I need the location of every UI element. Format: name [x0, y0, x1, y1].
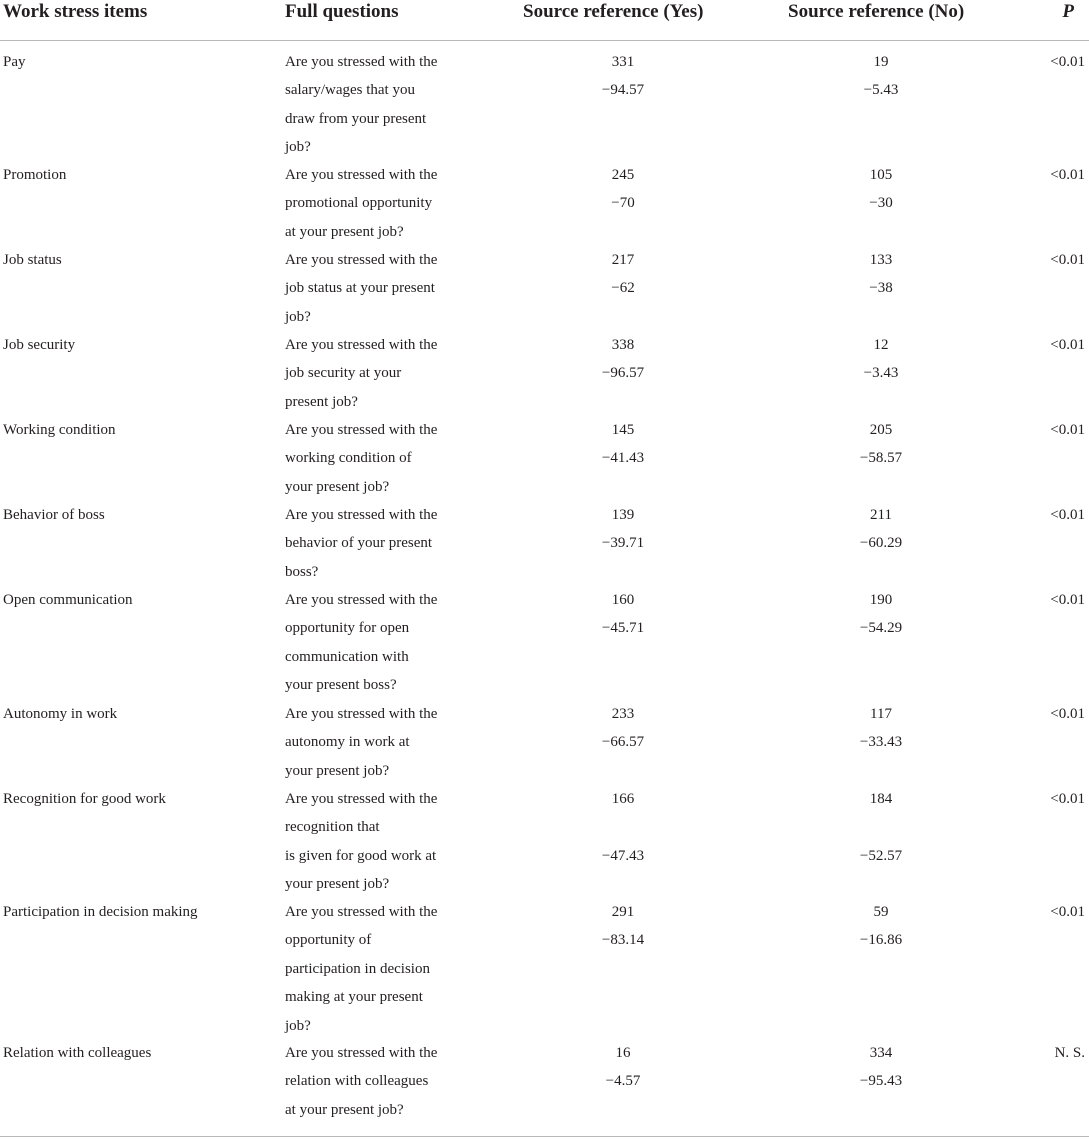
cell-line: 331	[611, 54, 635, 70]
cell-line: −38	[869, 280, 893, 297]
cell-line: recognition that	[285, 819, 380, 836]
source-yes-cell	[523, 586, 723, 643]
source-yes-cell	[523, 331, 723, 388]
p-value-cell: <0.01	[1050, 507, 1085, 523]
work-stress-item: Open communication	[3, 592, 133, 608]
p-value-cell: <0.01	[1050, 791, 1085, 807]
work-stress-item: Promotion	[3, 167, 67, 183]
cell-line: 105	[869, 167, 893, 183]
cell-line: 117	[870, 706, 892, 722]
cell-line: 205	[869, 422, 893, 438]
work-stress-item: Autonomy in work	[3, 706, 118, 722]
cell-line: job?	[285, 308, 311, 325]
cell-line: draw from your present	[285, 110, 427, 127]
p-value-cell: <0.01	[1050, 422, 1085, 438]
cell-line: your present job?	[285, 876, 390, 893]
full-question	[285, 700, 485, 785]
work-stress-item: Behavior of boss	[3, 507, 105, 523]
full-question	[285, 416, 485, 501]
full-question	[285, 246, 485, 331]
source-no-cell	[781, 331, 981, 388]
source-no-cell	[781, 1039, 981, 1096]
cell-line: −58.57	[859, 450, 903, 467]
cell-line: Are you stressed with the	[285, 252, 438, 268]
p-value-cell: N. S.	[1054, 1045, 1085, 1061]
cell-line: Are you stressed with the	[285, 706, 438, 722]
cell-line: −5.43	[863, 82, 899, 99]
cell-line: 59	[873, 904, 889, 920]
cell-line: −66.57	[601, 734, 645, 751]
cell-line: 16	[615, 1045, 631, 1061]
full-question	[285, 898, 485, 1040]
source-no-cell	[781, 785, 981, 870]
cell-line: job status at your present	[285, 280, 435, 297]
source-yes-cell	[523, 246, 723, 303]
source-no-cell	[781, 586, 981, 643]
cell-line: 184	[869, 791, 893, 807]
cell-line: participation in decision	[285, 960, 430, 977]
source-yes-cell	[523, 48, 723, 105]
cell-line: relation with colleagues	[285, 1073, 429, 1090]
header-p-value: P	[1062, 1, 1074, 22]
source-yes-cell	[523, 700, 723, 757]
cell-line: present job?	[285, 393, 358, 410]
cell-line: 166	[611, 791, 635, 807]
cell-line: −62	[611, 280, 635, 297]
cell-line: −94.57	[601, 82, 645, 99]
cell-line: 233	[611, 706, 635, 722]
cell-line: your present job?	[285, 762, 390, 779]
cell-line: Are you stressed with the	[285, 507, 438, 523]
cell-line: Are you stressed with the	[285, 1045, 438, 1061]
table-header	[0, 0, 1089, 41]
cell-line	[523, 813, 723, 841]
cell-line: opportunity of	[285, 932, 372, 949]
cell-line: −54.29	[859, 620, 903, 637]
work-stress-item: Pay	[3, 54, 26, 70]
cell-line: −83.14	[601, 932, 645, 949]
work-stress-item: Participation in decision making	[3, 904, 198, 920]
cell-line: Are you stressed with the	[285, 337, 438, 353]
source-yes-cell	[523, 785, 723, 870]
cell-line: −3.43	[863, 365, 899, 382]
full-question	[285, 48, 485, 162]
work-stress-item: Job status	[3, 252, 62, 268]
header-source-no: Source reference (No)	[788, 1, 965, 22]
cell-line: −52.57	[859, 847, 903, 864]
cell-line: −39.71	[601, 535, 645, 552]
cell-line: 245	[611, 167, 635, 183]
cell-line: Are you stressed with the	[285, 422, 438, 438]
source-yes-cell	[523, 501, 723, 558]
cell-line: job security at your	[285, 365, 402, 382]
source-no-cell	[781, 246, 981, 303]
cell-line: salary/wages that you	[285, 82, 415, 99]
source-no-cell	[781, 416, 981, 473]
cell-line: 338	[611, 337, 635, 353]
source-yes-cell	[523, 161, 723, 218]
header-source-yes: Source reference (Yes)	[523, 1, 704, 22]
cell-line: at your present job?	[285, 223, 404, 240]
cell-line: working condition of	[285, 450, 412, 467]
work-stress-item: Job security	[3, 337, 76, 353]
cell-line: is given for good work at	[285, 847, 437, 864]
cell-line: at your present job?	[285, 1101, 404, 1118]
table-bottom-rule	[0, 1136, 1089, 1137]
p-value-cell: <0.01	[1050, 167, 1085, 183]
cell-line: −41.43	[601, 450, 645, 467]
cell-line: −60.29	[859, 535, 903, 552]
cell-line: −47.43	[601, 847, 645, 864]
p-value-cell: <0.01	[1050, 904, 1085, 920]
full-question	[285, 785, 485, 899]
cell-line: job?	[285, 1017, 311, 1034]
p-value-cell: <0.01	[1050, 337, 1085, 353]
source-no-cell	[781, 700, 981, 757]
cell-line: 133	[869, 252, 893, 268]
cell-line: 334	[869, 1045, 893, 1061]
cell-line: −95.43	[859, 1073, 903, 1090]
cell-line: 190	[869, 592, 893, 608]
full-question	[285, 1039, 485, 1124]
source-yes-cell	[523, 416, 723, 473]
cell-line: communication with	[285, 648, 409, 665]
cell-line: −45.71	[601, 620, 645, 637]
source-yes-cell	[523, 1039, 723, 1096]
cell-line: 211	[870, 507, 892, 523]
full-question	[285, 586, 485, 700]
cell-line: 160	[611, 592, 635, 608]
source-no-cell	[781, 48, 981, 105]
cell-line: Are you stressed with the	[285, 904, 438, 920]
work-stress-item: Working condition	[3, 422, 116, 438]
work-stress-item: Recognition for good work	[3, 791, 166, 807]
p-value-cell: <0.01	[1050, 54, 1085, 70]
p-value-cell: <0.01	[1050, 706, 1085, 722]
cell-line: job?	[285, 139, 311, 156]
cell-line: Are you stressed with the	[285, 167, 438, 183]
cell-line: 139	[611, 507, 635, 523]
cell-line: 291	[611, 904, 635, 920]
cell-line: behavior of your present	[285, 535, 433, 552]
header-work-stress-items: Work stress items	[3, 1, 148, 22]
cell-line: −96.57	[601, 365, 645, 382]
source-no-cell	[781, 898, 981, 955]
cell-line: Are you stressed with the	[285, 592, 438, 608]
cell-line: −70	[611, 195, 635, 212]
cell-line: −30	[869, 195, 893, 212]
cell-line: Are you stressed with the	[285, 791, 438, 807]
cell-line: 12	[873, 337, 889, 353]
cell-line: Are you stressed with the	[285, 54, 438, 70]
work-stress-item: Relation with colleagues	[3, 1045, 152, 1061]
full-question	[285, 161, 485, 246]
source-yes-cell	[523, 898, 723, 955]
cell-line: −33.43	[859, 734, 903, 751]
cell-line: 19	[873, 54, 889, 70]
cell-line: opportunity for open	[285, 620, 410, 637]
p-value-cell: <0.01	[1050, 252, 1085, 268]
source-no-cell	[781, 501, 981, 558]
cell-line: 217	[611, 252, 635, 268]
cell-line: −16.86	[859, 932, 903, 949]
cell-line: autonomy in work at	[285, 734, 410, 751]
p-value-cell: <0.01	[1050, 592, 1085, 608]
full-question	[285, 331, 485, 416]
cell-line: your present job?	[285, 478, 390, 495]
cell-line: your present boss?	[285, 677, 397, 694]
cell-line: promotional opportunity	[285, 195, 433, 212]
cell-line: boss?	[285, 563, 319, 580]
cell-line: making at your present	[285, 989, 423, 1006]
cell-line: 145	[611, 422, 635, 438]
cell-line	[781, 813, 981, 841]
full-question	[285, 501, 485, 586]
source-no-cell	[781, 161, 981, 218]
header-full-questions: Full questions	[285, 1, 399, 22]
cell-line: −4.57	[605, 1073, 641, 1090]
